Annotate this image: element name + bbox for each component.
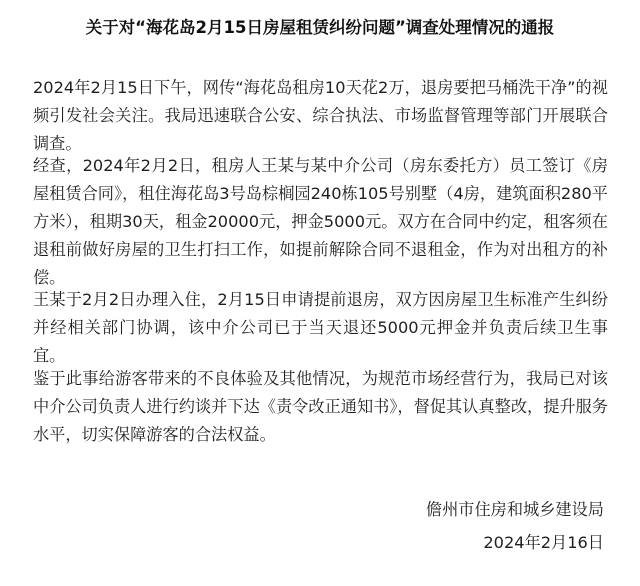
paragraph-investigation: 经查，2024年2月2日，租房人王某与某中介公司（房东委托方）员工签订《房屋租赁合同》，租住海花岛3号岛棕榈园240栋105号别墅（4房，建筑面积280平方米），租期30天，租金20000元，押金5000元。双方在合同中约定，租客须在退租前做好房屋的卫生打扫工作，如提前解除合同不退租金，作为对出租方的补偿。: [33, 156, 608, 287]
paragraph-incident: 2024年2月15日下午，网传“海花岛租房10天花2万，退房要把马桶洗干净”的视频引发社会关注。我局迅速联合公安、综合执法、市场监督管理等部门开展联合调查。: [33, 78, 608, 153]
document-title: 关于对“海花岛2月15日房屋租赁纠纷问题”调查处理情况的通报: [85, 18, 555, 37]
paragraph-action: 鉴于此事给游客带来的不良体验及其他情况，为规范市场经营行为，我局已对该中介公司负责人进行约谈并下达《责令改正通知书》，督促其认真整改，提升服务水平，切实保障游客的合法权益。: [33, 369, 608, 444]
issue-date: 2024年2月16日: [483, 533, 604, 552]
paragraph-resolution: 王某于2月2日办理入住，2月15日申请提前退房，双方因房屋卫生标准产生纠纷并经相关部门协调，该中介公司已于当天退还5000元押金并负责后续卫生事宜。: [33, 290, 608, 365]
issuer-name: 儋州市住房和城乡建设局: [425, 500, 604, 519]
